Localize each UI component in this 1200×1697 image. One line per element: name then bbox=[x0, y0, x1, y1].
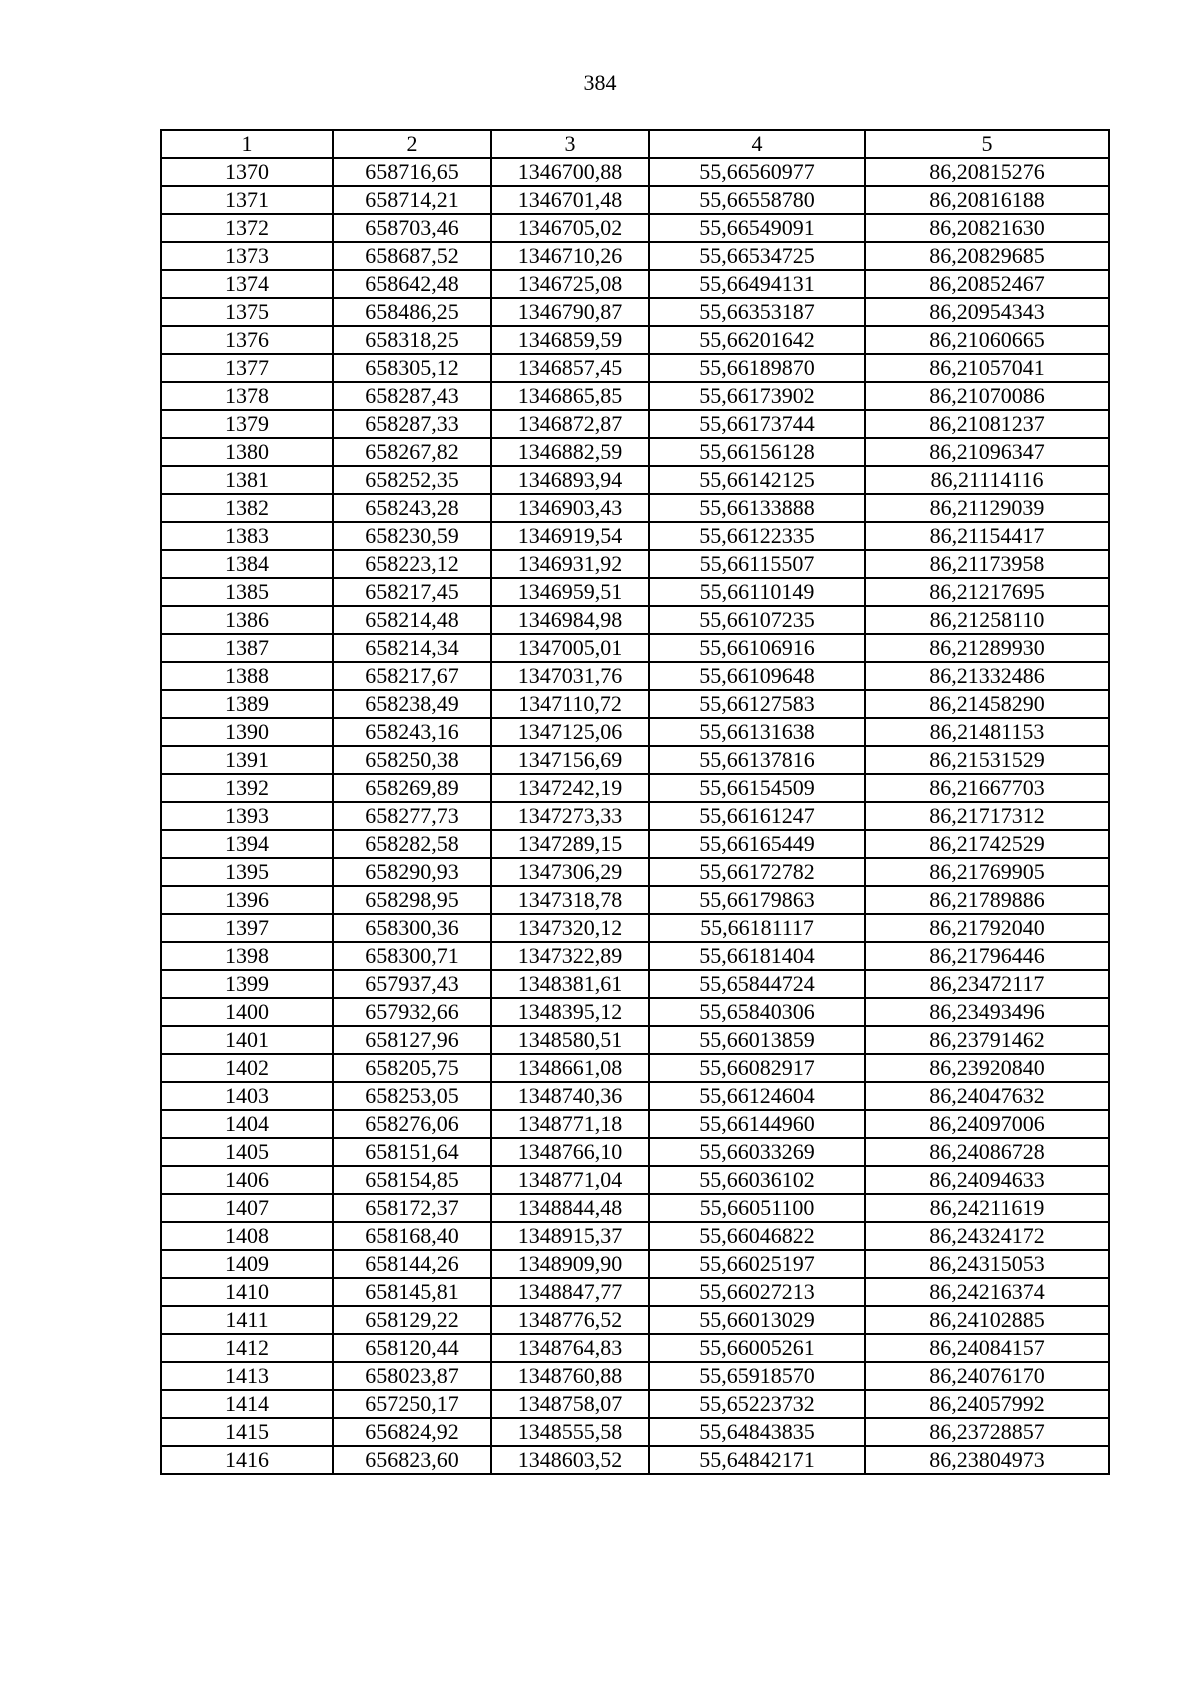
longitude-cell: 86,21081237 bbox=[865, 410, 1109, 438]
longitude-cell: 86,21667703 bbox=[865, 774, 1109, 802]
y-coordinate-cell: 1346705,02 bbox=[491, 214, 649, 242]
longitude-cell: 86,20829685 bbox=[865, 242, 1109, 270]
x-coordinate-cell: 658120,44 bbox=[333, 1334, 491, 1362]
y-coordinate-cell: 1348381,61 bbox=[491, 970, 649, 998]
latitude-cell: 55,65223732 bbox=[649, 1390, 865, 1418]
point-number-cell: 1412 bbox=[161, 1334, 333, 1362]
point-number-cell: 1386 bbox=[161, 606, 333, 634]
table-row bbox=[161, 942, 1109, 970]
latitude-cell: 55,66107235 bbox=[649, 606, 865, 634]
y-coordinate-cell: 1347306,29 bbox=[491, 858, 649, 886]
x-coordinate-cell: 658716,65 bbox=[333, 158, 491, 186]
x-coordinate-cell: 658687,52 bbox=[333, 242, 491, 270]
x-coordinate-cell: 658269,89 bbox=[333, 774, 491, 802]
table-row bbox=[161, 662, 1109, 690]
longitude-cell: 86,24086728 bbox=[865, 1138, 1109, 1166]
latitude-cell: 55,66144960 bbox=[649, 1110, 865, 1138]
point-number-cell: 1399 bbox=[161, 970, 333, 998]
longitude-cell: 86,21060665 bbox=[865, 326, 1109, 354]
latitude-cell: 55,66115507 bbox=[649, 550, 865, 578]
latitude-cell: 55,66181404 bbox=[649, 942, 865, 970]
point-number-cell: 1415 bbox=[161, 1418, 333, 1446]
x-coordinate-cell: 658298,95 bbox=[333, 886, 491, 914]
table-row bbox=[161, 494, 1109, 522]
table-row bbox=[161, 718, 1109, 746]
latitude-cell: 55,66109648 bbox=[649, 662, 865, 690]
y-coordinate-cell: 1348661,08 bbox=[491, 1054, 649, 1082]
latitude-cell: 55,66127583 bbox=[649, 690, 865, 718]
x-coordinate-cell: 658250,38 bbox=[333, 746, 491, 774]
point-number-cell: 1395 bbox=[161, 858, 333, 886]
point-number-cell: 1391 bbox=[161, 746, 333, 774]
table-row bbox=[161, 746, 1109, 774]
point-number-cell: 1407 bbox=[161, 1194, 333, 1222]
point-number-cell: 1388 bbox=[161, 662, 333, 690]
point-number-cell: 1384 bbox=[161, 550, 333, 578]
y-coordinate-cell: 1348580,51 bbox=[491, 1026, 649, 1054]
longitude-cell: 86,21531529 bbox=[865, 746, 1109, 774]
y-coordinate-cell: 1347320,12 bbox=[491, 914, 649, 942]
x-coordinate-cell: 658703,46 bbox=[333, 214, 491, 242]
x-coordinate-cell: 658223,12 bbox=[333, 550, 491, 578]
x-coordinate-cell: 658300,36 bbox=[333, 914, 491, 942]
table-row bbox=[161, 634, 1109, 662]
x-coordinate-cell: 658172,37 bbox=[333, 1194, 491, 1222]
longitude-cell: 86,20954343 bbox=[865, 298, 1109, 326]
point-number-cell: 1406 bbox=[161, 1166, 333, 1194]
latitude-cell: 55,64842171 bbox=[649, 1446, 865, 1474]
latitude-cell: 55,66013029 bbox=[649, 1306, 865, 1334]
table-row bbox=[161, 606, 1109, 634]
column-header: 5 bbox=[865, 130, 1109, 158]
x-coordinate-cell: 658217,45 bbox=[333, 578, 491, 606]
table-row bbox=[161, 1082, 1109, 1110]
longitude-cell: 86,21096347 bbox=[865, 438, 1109, 466]
x-coordinate-cell: 658252,35 bbox=[333, 466, 491, 494]
latitude-cell: 55,66201642 bbox=[649, 326, 865, 354]
longitude-cell: 86,21458290 bbox=[865, 690, 1109, 718]
longitude-cell: 86,21129039 bbox=[865, 494, 1109, 522]
latitude-cell: 55,66013859 bbox=[649, 1026, 865, 1054]
table-row bbox=[161, 690, 1109, 718]
y-coordinate-cell: 1346725,08 bbox=[491, 270, 649, 298]
x-coordinate-cell: 658214,34 bbox=[333, 634, 491, 662]
longitude-cell: 86,23920840 bbox=[865, 1054, 1109, 1082]
table-row bbox=[161, 802, 1109, 830]
x-coordinate-cell: 658144,26 bbox=[333, 1250, 491, 1278]
point-number-cell: 1405 bbox=[161, 1138, 333, 1166]
table-row bbox=[161, 186, 1109, 214]
x-coordinate-cell: 658642,48 bbox=[333, 270, 491, 298]
y-coordinate-cell: 1346959,51 bbox=[491, 578, 649, 606]
header-row bbox=[161, 130, 1109, 158]
point-number-cell: 1382 bbox=[161, 494, 333, 522]
x-coordinate-cell: 658267,82 bbox=[333, 438, 491, 466]
latitude-cell: 55,66165449 bbox=[649, 830, 865, 858]
y-coordinate-cell: 1346700,88 bbox=[491, 158, 649, 186]
point-number-cell: 1370 bbox=[161, 158, 333, 186]
longitude-cell: 86,24097006 bbox=[865, 1110, 1109, 1138]
x-coordinate-cell: 658318,25 bbox=[333, 326, 491, 354]
longitude-cell: 86,24094633 bbox=[865, 1166, 1109, 1194]
y-coordinate-cell: 1348909,90 bbox=[491, 1250, 649, 1278]
latitude-cell: 55,66560977 bbox=[649, 158, 865, 186]
point-number-cell: 1389 bbox=[161, 690, 333, 718]
point-number-cell: 1381 bbox=[161, 466, 333, 494]
y-coordinate-cell: 1346859,59 bbox=[491, 326, 649, 354]
latitude-cell: 55,66142125 bbox=[649, 466, 865, 494]
longitude-cell: 86,24102885 bbox=[865, 1306, 1109, 1334]
x-coordinate-cell: 658154,85 bbox=[333, 1166, 491, 1194]
x-coordinate-cell: 658276,06 bbox=[333, 1110, 491, 1138]
longitude-cell: 86,21258110 bbox=[865, 606, 1109, 634]
x-coordinate-cell: 658129,22 bbox=[333, 1306, 491, 1334]
table-row bbox=[161, 1418, 1109, 1446]
table-row bbox=[161, 242, 1109, 270]
table-row bbox=[161, 326, 1109, 354]
y-coordinate-cell: 1348758,07 bbox=[491, 1390, 649, 1418]
longitude-cell: 86,24211619 bbox=[865, 1194, 1109, 1222]
longitude-cell: 86,24057992 bbox=[865, 1390, 1109, 1418]
longitude-cell: 86,21796446 bbox=[865, 942, 1109, 970]
point-number-cell: 1414 bbox=[161, 1390, 333, 1418]
x-coordinate-cell: 658486,25 bbox=[333, 298, 491, 326]
point-number-cell: 1394 bbox=[161, 830, 333, 858]
longitude-cell: 86,23472117 bbox=[865, 970, 1109, 998]
page-number: 384 bbox=[583, 70, 617, 95]
x-coordinate-cell: 658290,93 bbox=[333, 858, 491, 886]
latitude-cell: 55,66036102 bbox=[649, 1166, 865, 1194]
longitude-cell: 86,21769905 bbox=[865, 858, 1109, 886]
y-coordinate-cell: 1346790,87 bbox=[491, 298, 649, 326]
table-row bbox=[161, 354, 1109, 382]
y-coordinate-cell: 1347273,33 bbox=[491, 802, 649, 830]
y-coordinate-cell: 1347005,01 bbox=[491, 634, 649, 662]
latitude-cell: 55,66051100 bbox=[649, 1194, 865, 1222]
y-coordinate-cell: 1348603,52 bbox=[491, 1446, 649, 1474]
y-coordinate-cell: 1346710,26 bbox=[491, 242, 649, 270]
longitude-cell: 86,23728857 bbox=[865, 1418, 1109, 1446]
longitude-cell: 86,20816188 bbox=[865, 186, 1109, 214]
column-header: 1 bbox=[161, 130, 333, 158]
table-row bbox=[161, 1362, 1109, 1390]
y-coordinate-cell: 1346903,43 bbox=[491, 494, 649, 522]
y-coordinate-cell: 1346872,87 bbox=[491, 410, 649, 438]
x-coordinate-cell: 658714,21 bbox=[333, 186, 491, 214]
latitude-cell: 55,66133888 bbox=[649, 494, 865, 522]
y-coordinate-cell: 1347125,06 bbox=[491, 718, 649, 746]
x-coordinate-cell: 657250,17 bbox=[333, 1390, 491, 1418]
table-row bbox=[161, 410, 1109, 438]
longitude-cell: 86,21481153 bbox=[865, 718, 1109, 746]
point-number-cell: 1404 bbox=[161, 1110, 333, 1138]
x-coordinate-cell: 658243,16 bbox=[333, 718, 491, 746]
longitude-cell: 86,23493496 bbox=[865, 998, 1109, 1026]
longitude-cell: 86,21717312 bbox=[865, 802, 1109, 830]
point-number-cell: 1385 bbox=[161, 578, 333, 606]
x-coordinate-cell: 658168,40 bbox=[333, 1222, 491, 1250]
table-row bbox=[161, 522, 1109, 550]
y-coordinate-cell: 1348776,52 bbox=[491, 1306, 649, 1334]
point-number-cell: 1409 bbox=[161, 1250, 333, 1278]
longitude-cell: 86,20815276 bbox=[865, 158, 1109, 186]
table-row bbox=[161, 1166, 1109, 1194]
table-row bbox=[161, 1110, 1109, 1138]
x-coordinate-cell: 658300,71 bbox=[333, 942, 491, 970]
table-row bbox=[161, 1278, 1109, 1306]
point-number-cell: 1378 bbox=[161, 382, 333, 410]
table-body bbox=[161, 158, 1109, 1474]
latitude-cell: 55,65840306 bbox=[649, 998, 865, 1026]
table-row bbox=[161, 970, 1109, 998]
y-coordinate-cell: 1347156,69 bbox=[491, 746, 649, 774]
x-coordinate-cell: 658238,49 bbox=[333, 690, 491, 718]
table-row bbox=[161, 438, 1109, 466]
point-number-cell: 1377 bbox=[161, 354, 333, 382]
x-coordinate-cell: 658127,96 bbox=[333, 1026, 491, 1054]
column-header: 2 bbox=[333, 130, 491, 158]
y-coordinate-cell: 1348555,58 bbox=[491, 1418, 649, 1446]
y-coordinate-cell: 1348771,18 bbox=[491, 1110, 649, 1138]
y-coordinate-cell: 1346919,54 bbox=[491, 522, 649, 550]
longitude-cell: 86,24076170 bbox=[865, 1362, 1109, 1390]
longitude-cell: 86,24324172 bbox=[865, 1222, 1109, 1250]
x-coordinate-cell: 658205,75 bbox=[333, 1054, 491, 1082]
table-row bbox=[161, 1250, 1109, 1278]
longitude-cell: 86,21057041 bbox=[865, 354, 1109, 382]
x-coordinate-cell: 656824,92 bbox=[333, 1418, 491, 1446]
y-coordinate-cell: 1347318,78 bbox=[491, 886, 649, 914]
x-coordinate-cell: 658287,43 bbox=[333, 382, 491, 410]
latitude-cell: 55,66172782 bbox=[649, 858, 865, 886]
latitude-cell: 55,64843835 bbox=[649, 1418, 865, 1446]
latitude-cell: 55,66173902 bbox=[649, 382, 865, 410]
point-number-cell: 1387 bbox=[161, 634, 333, 662]
y-coordinate-cell: 1348740,36 bbox=[491, 1082, 649, 1110]
latitude-cell: 55,66033269 bbox=[649, 1138, 865, 1166]
y-coordinate-cell: 1346865,85 bbox=[491, 382, 649, 410]
table-row bbox=[161, 1334, 1109, 1362]
longitude-cell: 86,21792040 bbox=[865, 914, 1109, 942]
table-row bbox=[161, 298, 1109, 326]
x-coordinate-cell: 658217,67 bbox=[333, 662, 491, 690]
x-coordinate-cell: 657932,66 bbox=[333, 998, 491, 1026]
point-number-cell: 1411 bbox=[161, 1306, 333, 1334]
table-row bbox=[161, 382, 1109, 410]
column-header: 4 bbox=[649, 130, 865, 158]
point-number-cell: 1375 bbox=[161, 298, 333, 326]
table-row bbox=[161, 830, 1109, 858]
point-number-cell: 1398 bbox=[161, 942, 333, 970]
table-row bbox=[161, 886, 1109, 914]
latitude-cell: 55,66189870 bbox=[649, 354, 865, 382]
longitude-cell: 86,21173958 bbox=[865, 550, 1109, 578]
point-number-cell: 1416 bbox=[161, 1446, 333, 1474]
y-coordinate-cell: 1346701,48 bbox=[491, 186, 649, 214]
x-coordinate-cell: 657937,43 bbox=[333, 970, 491, 998]
latitude-cell: 55,66154509 bbox=[649, 774, 865, 802]
y-coordinate-cell: 1346984,98 bbox=[491, 606, 649, 634]
table-row bbox=[161, 1222, 1109, 1250]
longitude-cell: 86,21332486 bbox=[865, 662, 1109, 690]
latitude-cell: 55,66534725 bbox=[649, 242, 865, 270]
point-number-cell: 1397 bbox=[161, 914, 333, 942]
y-coordinate-cell: 1348915,37 bbox=[491, 1222, 649, 1250]
table-row bbox=[161, 1446, 1109, 1474]
latitude-cell: 55,66173744 bbox=[649, 410, 865, 438]
y-coordinate-cell: 1348760,88 bbox=[491, 1362, 649, 1390]
table-row bbox=[161, 466, 1109, 494]
point-number-cell: 1379 bbox=[161, 410, 333, 438]
point-number-cell: 1374 bbox=[161, 270, 333, 298]
table-row bbox=[161, 1026, 1109, 1054]
table-row bbox=[161, 858, 1109, 886]
latitude-cell: 55,66131638 bbox=[649, 718, 865, 746]
longitude-cell: 86,24315053 bbox=[865, 1250, 1109, 1278]
point-number-cell: 1401 bbox=[161, 1026, 333, 1054]
point-number-cell: 1392 bbox=[161, 774, 333, 802]
table-row bbox=[161, 1054, 1109, 1082]
point-number-cell: 1396 bbox=[161, 886, 333, 914]
latitude-cell: 55,66181117 bbox=[649, 914, 865, 942]
y-coordinate-cell: 1348771,04 bbox=[491, 1166, 649, 1194]
y-coordinate-cell: 1346857,45 bbox=[491, 354, 649, 382]
table-row bbox=[161, 578, 1109, 606]
table-row bbox=[161, 550, 1109, 578]
point-number-cell: 1402 bbox=[161, 1054, 333, 1082]
longitude-cell: 86,21114116 bbox=[865, 466, 1109, 494]
latitude-cell: 55,66494131 bbox=[649, 270, 865, 298]
x-coordinate-cell: 658243,28 bbox=[333, 494, 491, 522]
x-coordinate-cell: 658151,64 bbox=[333, 1138, 491, 1166]
latitude-cell: 55,66558780 bbox=[649, 186, 865, 214]
y-coordinate-cell: 1348395,12 bbox=[491, 998, 649, 1026]
longitude-cell: 86,24047632 bbox=[865, 1082, 1109, 1110]
x-coordinate-cell: 658282,58 bbox=[333, 830, 491, 858]
point-number-cell: 1403 bbox=[161, 1082, 333, 1110]
latitude-cell: 55,65844724 bbox=[649, 970, 865, 998]
longitude-cell: 86,21289930 bbox=[865, 634, 1109, 662]
x-coordinate-cell: 658145,81 bbox=[333, 1278, 491, 1306]
y-coordinate-cell: 1346882,59 bbox=[491, 438, 649, 466]
longitude-cell: 86,21217695 bbox=[865, 578, 1109, 606]
longitude-cell: 86,24084157 bbox=[865, 1334, 1109, 1362]
table-row bbox=[161, 998, 1109, 1026]
y-coordinate-cell: 1347322,89 bbox=[491, 942, 649, 970]
y-coordinate-cell: 1347110,72 bbox=[491, 690, 649, 718]
point-number-cell: 1376 bbox=[161, 326, 333, 354]
coordinates-table bbox=[160, 129, 1110, 1475]
table-row bbox=[161, 1390, 1109, 1418]
longitude-cell: 86,20821630 bbox=[865, 214, 1109, 242]
table-row bbox=[161, 1306, 1109, 1334]
table-row bbox=[161, 214, 1109, 242]
latitude-cell: 55,66161247 bbox=[649, 802, 865, 830]
latitude-cell: 55,66110149 bbox=[649, 578, 865, 606]
table-header bbox=[161, 130, 1109, 158]
y-coordinate-cell: 1347289,15 bbox=[491, 830, 649, 858]
y-coordinate-cell: 1347242,19 bbox=[491, 774, 649, 802]
table-row bbox=[161, 914, 1109, 942]
latitude-cell: 55,66179863 bbox=[649, 886, 865, 914]
longitude-cell: 86,21789886 bbox=[865, 886, 1109, 914]
latitude-cell: 55,66124604 bbox=[649, 1082, 865, 1110]
latitude-cell: 55,65918570 bbox=[649, 1362, 865, 1390]
latitude-cell: 55,66156128 bbox=[649, 438, 865, 466]
column-header: 3 bbox=[491, 130, 649, 158]
x-coordinate-cell: 658305,12 bbox=[333, 354, 491, 382]
y-coordinate-cell: 1348766,10 bbox=[491, 1138, 649, 1166]
point-number-cell: 1408 bbox=[161, 1222, 333, 1250]
point-number-cell: 1371 bbox=[161, 186, 333, 214]
x-coordinate-cell: 658230,59 bbox=[333, 522, 491, 550]
longitude-cell: 86,20852467 bbox=[865, 270, 1109, 298]
latitude-cell: 55,66082917 bbox=[649, 1054, 865, 1082]
y-coordinate-cell: 1348764,83 bbox=[491, 1334, 649, 1362]
point-number-cell: 1373 bbox=[161, 242, 333, 270]
y-coordinate-cell: 1348847,77 bbox=[491, 1278, 649, 1306]
point-number-cell: 1380 bbox=[161, 438, 333, 466]
table-row bbox=[161, 774, 1109, 802]
y-coordinate-cell: 1346893,94 bbox=[491, 466, 649, 494]
x-coordinate-cell: 658023,87 bbox=[333, 1362, 491, 1390]
latitude-cell: 55,66122335 bbox=[649, 522, 865, 550]
latitude-cell: 55,66027213 bbox=[649, 1278, 865, 1306]
point-number-cell: 1383 bbox=[161, 522, 333, 550]
longitude-cell: 86,21742529 bbox=[865, 830, 1109, 858]
longitude-cell: 86,24216374 bbox=[865, 1278, 1109, 1306]
x-coordinate-cell: 656823,60 bbox=[333, 1446, 491, 1474]
latitude-cell: 55,66137816 bbox=[649, 746, 865, 774]
latitude-cell: 55,66549091 bbox=[649, 214, 865, 242]
longitude-cell: 86,21154417 bbox=[865, 522, 1109, 550]
y-coordinate-cell: 1347031,76 bbox=[491, 662, 649, 690]
longitude-cell: 86,23804973 bbox=[865, 1446, 1109, 1474]
latitude-cell: 55,66106916 bbox=[649, 634, 865, 662]
x-coordinate-cell: 658214,48 bbox=[333, 606, 491, 634]
table-row bbox=[161, 270, 1109, 298]
point-number-cell: 1393 bbox=[161, 802, 333, 830]
table-row bbox=[161, 158, 1109, 186]
latitude-cell: 55,66353187 bbox=[649, 298, 865, 326]
table-row bbox=[161, 1194, 1109, 1222]
y-coordinate-cell: 1346931,92 bbox=[491, 550, 649, 578]
longitude-cell: 86,21070086 bbox=[865, 382, 1109, 410]
y-coordinate-cell: 1348844,48 bbox=[491, 1194, 649, 1222]
point-number-cell: 1413 bbox=[161, 1362, 333, 1390]
x-coordinate-cell: 658277,73 bbox=[333, 802, 491, 830]
latitude-cell: 55,66005261 bbox=[649, 1334, 865, 1362]
x-coordinate-cell: 658287,33 bbox=[333, 410, 491, 438]
latitude-cell: 55,66025197 bbox=[649, 1250, 865, 1278]
point-number-cell: 1410 bbox=[161, 1278, 333, 1306]
longitude-cell: 86,23791462 bbox=[865, 1026, 1109, 1054]
point-number-cell: 1400 bbox=[161, 998, 333, 1026]
point-number-cell: 1372 bbox=[161, 214, 333, 242]
x-coordinate-cell: 658253,05 bbox=[333, 1082, 491, 1110]
latitude-cell: 55,66046822 bbox=[649, 1222, 865, 1250]
point-number-cell: 1390 bbox=[161, 718, 333, 746]
table-row bbox=[161, 1138, 1109, 1166]
